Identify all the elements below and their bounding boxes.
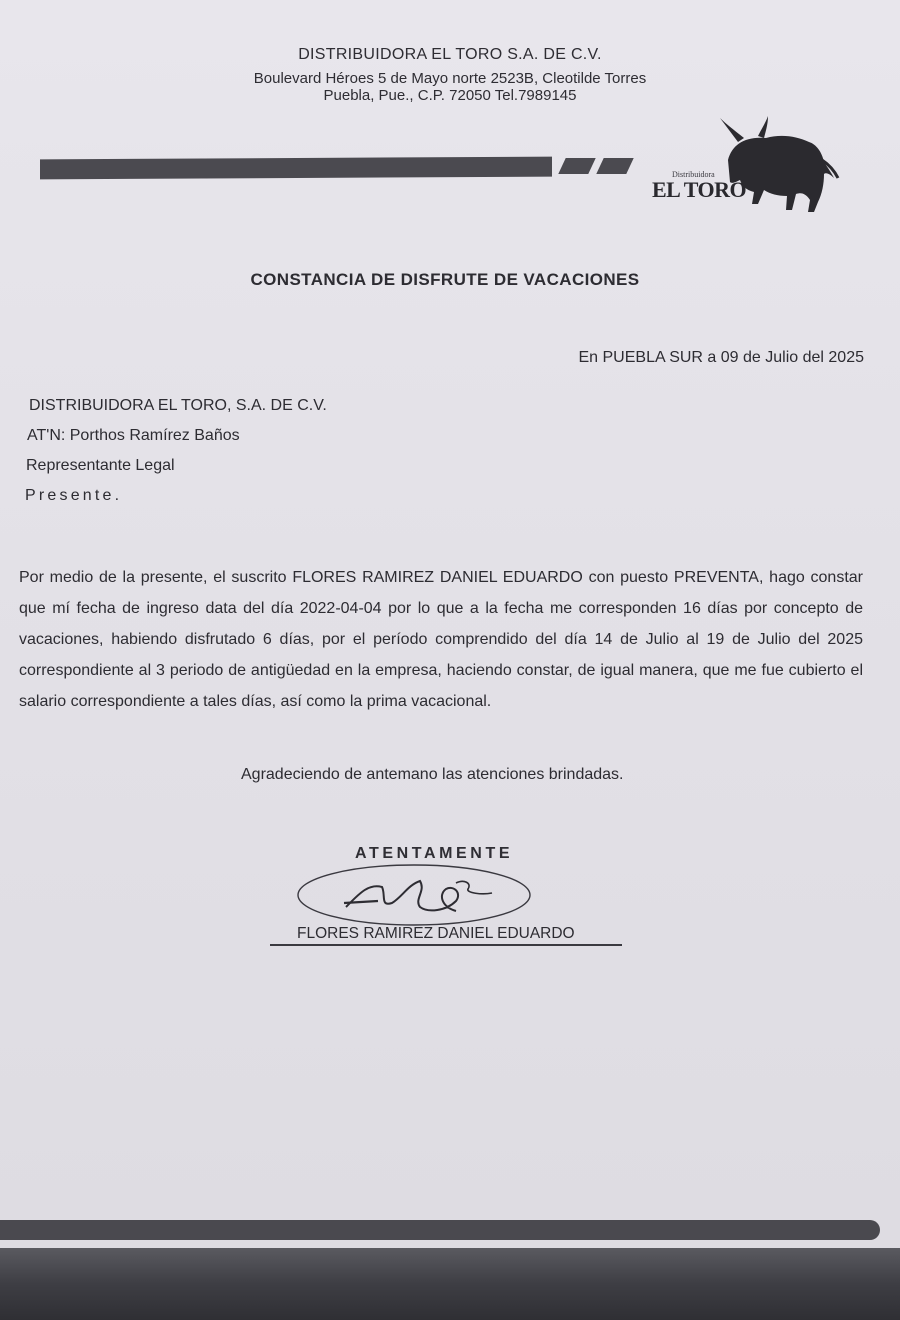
footer-bar	[0, 1220, 880, 1240]
recipient-attention: AT'N: Porthos Ramírez Baños	[27, 427, 240, 444]
header-bar	[40, 157, 552, 180]
closing-word: ATENTAMENTE	[355, 845, 514, 862]
recipient-presente: Presente.	[25, 487, 123, 504]
thanks-line: Agradeciendo de antemano las atenciones brindadas.	[241, 766, 624, 783]
company-name: DISTRIBUIDORA EL TORO S.A. DE C.V.	[298, 46, 602, 63]
logo-small-text: Distribuidora	[672, 170, 715, 179]
recipient-company: DISTRIBUIDORA EL TORO, S.A. DE C.V.	[29, 397, 327, 414]
background-shadow	[0, 1248, 900, 1320]
company-address-line1: Boulevard Héroes 5 de Mayo norte 2523B, Cleotilde Torres	[253, 70, 647, 87]
company-address-line2: Puebla, Pue., C.P. 72050 Tel.7989145	[323, 87, 577, 104]
logo-text: EL TORO	[652, 177, 747, 202]
recipient-role: Representante Legal	[26, 457, 175, 474]
signer-name: FLORES RAMIREZ DANIEL EDUARDO	[297, 925, 575, 942]
place-date: En PUEBLA SUR a 09 de Julio del 2025	[578, 349, 864, 366]
signature-line	[270, 944, 622, 946]
body-paragraph: Por medio de la presente, el suscrito FLORES RAMIREZ DANIEL EDUARDO con puesto PREVENTA, hago constar que mí fecha de ingreso data del día 2022-04-04 por lo que a la fecha me corresponden 16 días por concepto de vacaciones, habiendo disfrutado 6 días, por el período comprendido del día 14 de Julio al 19 de Julio del 2025 correspondiente al 3 periodo de antigüedad en la empresa, haciendo constar, de igual manera, que me fue cubierto el salario correspondiente a tales días, así como la prima vacacional.	[19, 569, 863, 710]
document-title: CONSTANCIA DE DISFRUTE DE VACACIONES	[250, 270, 640, 289]
